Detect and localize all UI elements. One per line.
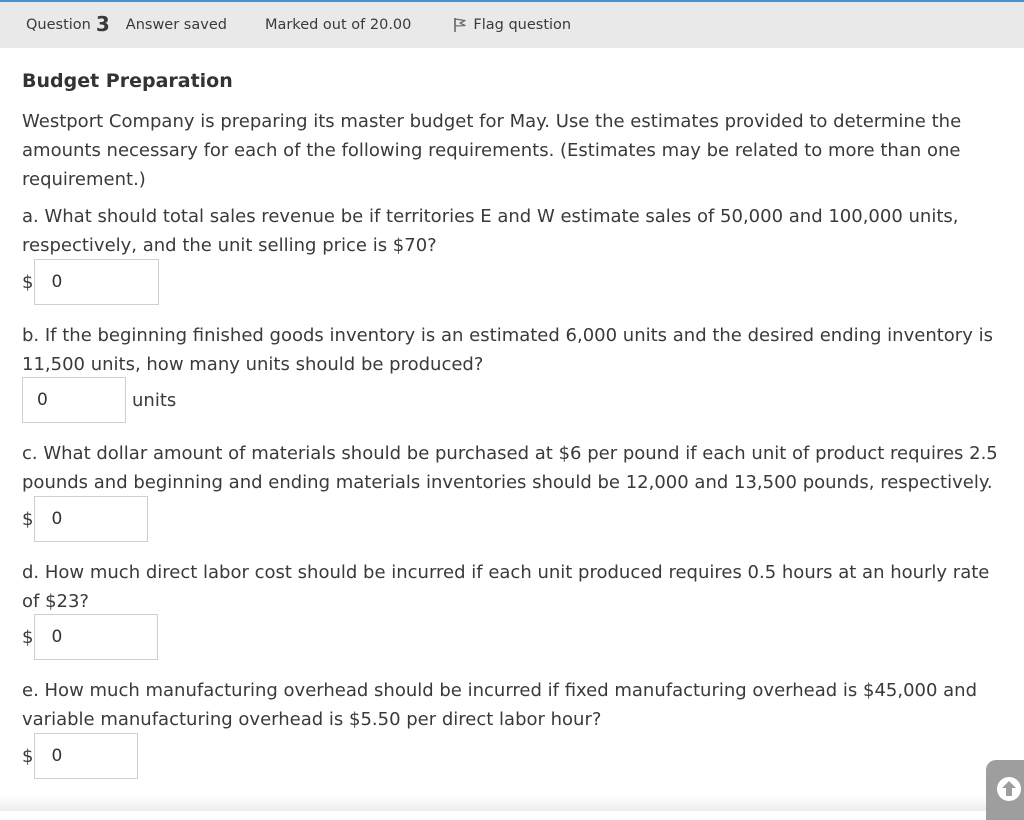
- question-intro: Westport Company is preparing its master budget for May. Use the estimates provided to determine the amounts necessary for each of the following requirements. (Estimates may be related to more than one requirement.): [22, 111, 962, 190]
- units-label: units: [132, 389, 177, 411]
- part-e-text: e. How much manufacturing overhead should be incurred if fixed manufacturing overhead is $45,000 and variable manufacturing overhead is $5.50 per direct labor hour?: [22, 680, 978, 730]
- currency-symbol: $: [22, 271, 34, 293]
- arrow-up-circle-icon: [996, 776, 1022, 802]
- part-a-text: a. What should total sales revenue be if territories E and W estimate sales of 50,000 and 100,000 units, respectively, and the unit selling price is $70?: [22, 206, 959, 256]
- part-e-input[interactable]: [34, 733, 138, 779]
- flag-icon: [453, 17, 467, 33]
- question-title: Budget Preparation: [22, 70, 233, 92]
- part-b-answer: [22, 377, 176, 423]
- part-a-answer: [22, 259, 159, 305]
- question-label: Question: [26, 17, 91, 33]
- scroll-to-top-button[interactable]: [986, 760, 1024, 820]
- part-d-input[interactable]: [34, 614, 158, 660]
- part-b-text: b. If the beginning finished goods inventory is an estimated 6,000 units and the desired ending inventory is 11,500 units, how many units should be produced?: [22, 325, 993, 375]
- currency-symbol: $: [22, 508, 34, 530]
- part-c-text: c. What dollar amount of materials should be purchased at $6 per pound if each unit of product requires 2.5 pounds and beginning and ending materials inventories should be 12,000 and 13,500 pounds, respectively.: [22, 443, 998, 493]
- part-d-text: d. How much direct labor cost should be incurred if each unit produced requires 0.5 hours at an hourly rate of $23?: [22, 562, 990, 612]
- answer-status: Answer saved: [125, 17, 227, 33]
- part-c-input[interactable]: [34, 496, 148, 542]
- part-c-answer: [22, 496, 148, 542]
- question-number: 3: [95, 12, 110, 36]
- part-a-input[interactable]: [34, 259, 159, 305]
- currency-symbol: $: [22, 626, 34, 648]
- flag-question-label: Flag question: [473, 17, 572, 33]
- currency-symbol: $: [22, 745, 34, 767]
- bottom-fade: [0, 795, 986, 811]
- marks-info: Marked out of 20.00: [264, 17, 412, 33]
- part-e-answer: [22, 733, 138, 779]
- flag-question-button[interactable]: [453, 17, 571, 33]
- question-info-bar: [0, 2, 1024, 48]
- part-d-answer: [22, 614, 158, 660]
- part-b-input[interactable]: [22, 377, 126, 423]
